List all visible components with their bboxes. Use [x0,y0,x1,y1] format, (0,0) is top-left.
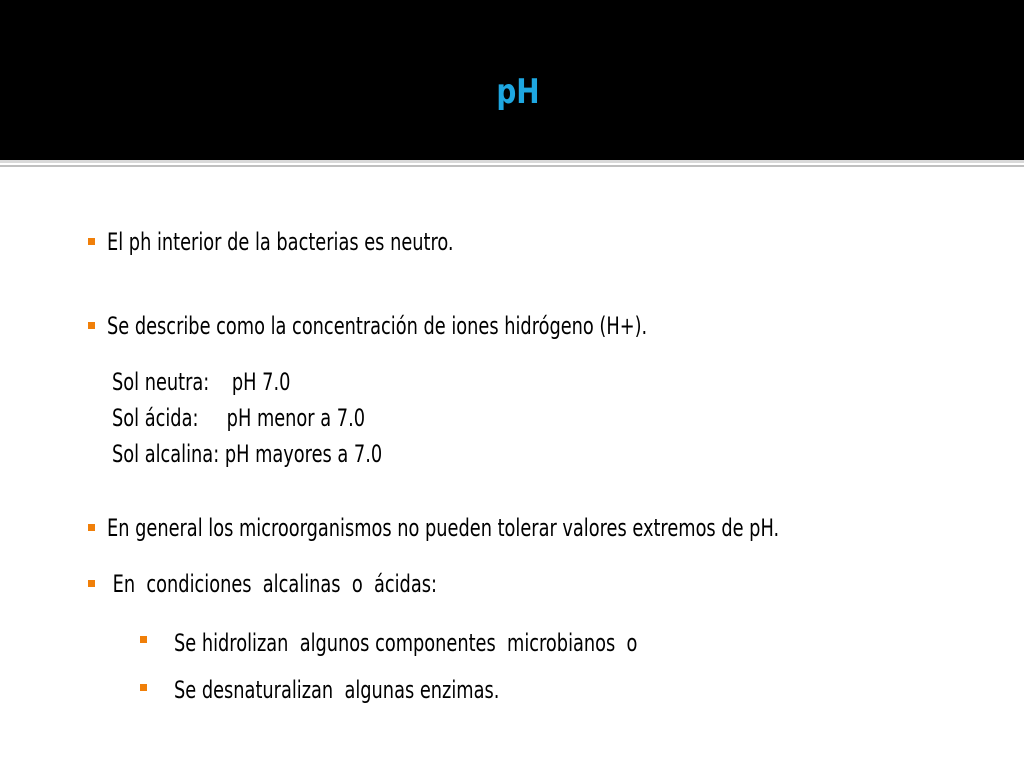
solution-acid: Sol ácida: pH menor a 7.0 [112,404,366,432]
square-bullet-icon [88,322,95,329]
square-bullet-icon [140,684,147,691]
sub-bullet-text-1: Se hidrolizan algunos componentes microbianos o [174,629,638,657]
sub-bullet-text-2: Se desnaturalizan algunas enzimas. [174,676,500,704]
square-bullet-icon [140,636,147,643]
bullet-text-3: En general los microorganismos no pueden tolerar valores extremos de pH. [107,514,780,542]
solution-alkaline: Sol alcalina: pH mayores a 7.0 [112,440,383,468]
bullet-text-4: En condiciones alcalinas o ácidas: [107,570,437,598]
bullet-text-1: El ph interior de la bacterias es neutro. [107,228,454,256]
square-bullet-icon [88,238,95,245]
solution-neutral: Sol neutra: pH 7.0 [112,368,291,396]
title-bar [0,0,1024,160]
slide-title: pH [496,72,540,112]
square-bullet-icon [88,524,95,531]
square-bullet-icon [88,580,95,587]
header-divider-bottom [0,165,1024,167]
header-divider-top [0,160,1024,163]
bullet-text-2: Se describe como la concentración de iones hidrógeno (H+). [107,312,648,340]
